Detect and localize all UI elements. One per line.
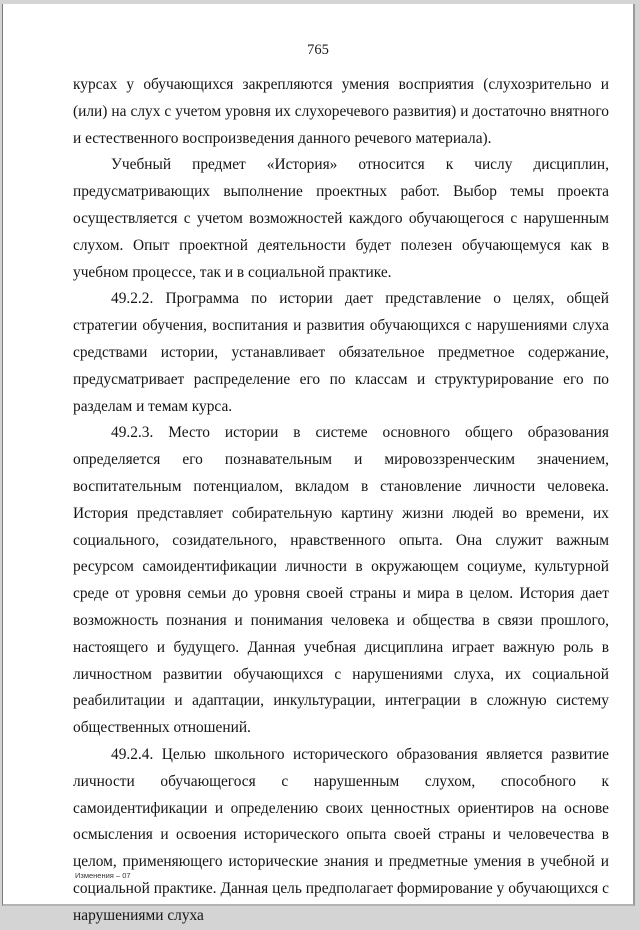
footer-revision-note: Изменения – 07 <box>75 871 131 880</box>
document-page <box>2 4 635 924</box>
page-number: 765 <box>307 42 329 58</box>
paragraph-continuation: курсах у обучающихся закрепляются умения восприятия (слухозрительно и (или) на слух с учетом уровня их слухоречевого развития) и достаточно внятного и естественного воспроизведения данного речевого материала). <box>73 76 609 147</box>
paragraph-49-2-2: 49.2.2. Программа по истории дает представление о целях, общей стратегии обучения, воспитания и развития обучающихся с нарушениями слуха средствами истории, устанавливает обязательное предметное содержание, предусматривает распределение его по классам и структурирование его по разделам и темам курса. <box>73 290 609 415</box>
paragraph-49-2-4: 49.2.4. Целью школьного исторического образования является развитие личности обучающегося с нарушенным слухом, способного к самоидентификации и определению своих ценностных ориентиров на основе осмысления и освоения исторического опыта своей страны и человечества в целом, применяющего исторические знания и предметные умения в учебной и социальной практике. Данная цель предполагает формирование у обучающихся с нарушениями слуха <box>73 745 609 924</box>
document-body <box>73 72 609 930</box>
paragraph-history-subject: Учебный предмет «История» относится к числу дисциплин, предусматривающих выполнение проектных работ. Выбор темы проекта осуществляется с учетом возможностей каждого обучающегося с нарушенным слухом. Опыт проектной деятельности будет полезен обучающемуся как в учебном процессе, так и в социальной практике. <box>73 156 609 281</box>
paragraph-49-2-3: 49.2.3. Место истории в системе основного общего образования определяется его познавательным и мировоззренческим значением, воспитательным потенциалом, вкладом в становление личности человека. История представляет собирательную картину жизни людей во времени, их социального, созидательного, нравственного опыта. Она служит важным ресурсом самоидентификации личности в окружающем социуме, культурной среде от уровня семьи до уровня своей страны и мира в целом. История дает возможность познания и понимания человека и общества в связи прошлого, настоящего и будущего. Данная учебная дисциплина играет важную роль в личностном развитии обучающихся с нарушениями слуха, их социальной реабилитации и адаптации, инкультурации, интеграции в сложную систему общественных отношений. <box>73 424 609 737</box>
